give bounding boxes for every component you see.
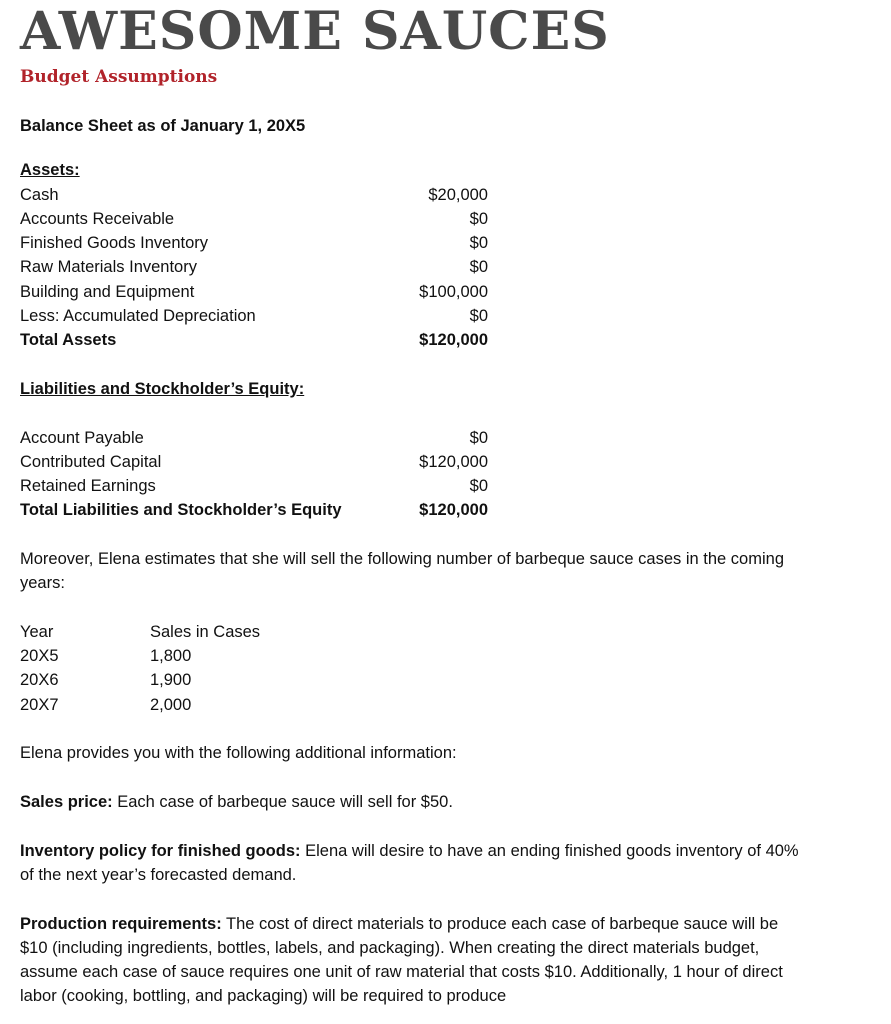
asset-amount: $0 [469, 307, 488, 325]
asset-amount: $100,000 [419, 283, 488, 301]
liability-amount: $120,000 [419, 453, 488, 471]
liability-amount: $0 [469, 477, 488, 495]
sales-price-paragraph [20, 790, 810, 814]
asset-label: Raw Materials Inventory [20, 258, 197, 276]
asset-label: Building and Equipment [20, 283, 195, 301]
liability-amount: $0 [469, 429, 488, 447]
inventory-policy-paragraph [20, 839, 810, 887]
liability-label: Account Payable [20, 429, 144, 447]
total-assets-amount: $120,000 [419, 331, 488, 349]
liability-label: Retained Earnings [20, 477, 156, 495]
asset-amount: $20,000 [428, 186, 488, 204]
sales-year: 20X6 [20, 671, 59, 689]
asset-label: Accounts Receivable [20, 210, 175, 228]
document-subtitle: Budget Assumptions [20, 67, 218, 87]
production-paragraph [20, 912, 810, 1008]
sales-year: 20X5 [20, 647, 59, 665]
liability-label: Contributed Capital [20, 453, 162, 471]
sales-price-text: Each case of barbeque sauce will sell for $50. [112, 793, 453, 811]
inventory-policy-label: Inventory policy for finished goods: [20, 842, 301, 860]
sales-table-header-year: Year [20, 623, 54, 641]
sales-price-label: Sales price: [20, 793, 113, 811]
sales-year: 20X7 [20, 696, 59, 714]
asset-label: Finished Goods Inventory [20, 234, 209, 252]
asset-label: Less: Accumulated Depreciation [20, 307, 256, 325]
asset-amount: $0 [469, 234, 488, 252]
inventory-policy-text: Elena will desire to have an ending finished goods inventory of 40% of the next year’s forecasted demand. [20, 842, 799, 884]
sales-cases: 1,900 [150, 671, 192, 689]
assets-heading: Assets: [20, 161, 80, 179]
total-liabilities-label: Total Liabilities and Stockholder’s Equity [20, 501, 342, 519]
sales-cases: 1,800 [150, 647, 192, 665]
production-label: Production requirements: [20, 915, 222, 933]
sales-intro: Moreover, Elena estimates that she will sell the following number of barbeque sauce cases in the coming years: [20, 550, 784, 592]
asset-amount: $0 [469, 258, 488, 276]
asset-amount: $0 [469, 210, 488, 228]
brand-title: AWESOME SAUCES [20, 1, 610, 62]
production-text: The cost of direct materials to produce each case of barbeque sauce will be $10 (including ingredients, bottles, labels, and packaging). When creating the direct materials budget, assume each case of sauce requires one unit of raw material that costs $10. Additionally, 1 hour of direct labor (cooking, bottling, and packaging) will be required to produce [20, 915, 783, 1005]
liabilities-heading: Liabilities and Stockholder’s Equity: [20, 380, 305, 398]
sales-cases: 2,000 [150, 696, 192, 714]
balance-sheet-title: Balance Sheet as of January 1, 20X5 [20, 117, 306, 135]
total-liabilities-amount: $120,000 [419, 501, 488, 519]
asset-label: Cash [20, 186, 59, 204]
sales-table-header-cases: Sales in Cases [150, 623, 261, 641]
total-assets-label: Total Assets [20, 331, 117, 349]
additional-intro: Elena provides you with the following additional information: [20, 744, 457, 762]
